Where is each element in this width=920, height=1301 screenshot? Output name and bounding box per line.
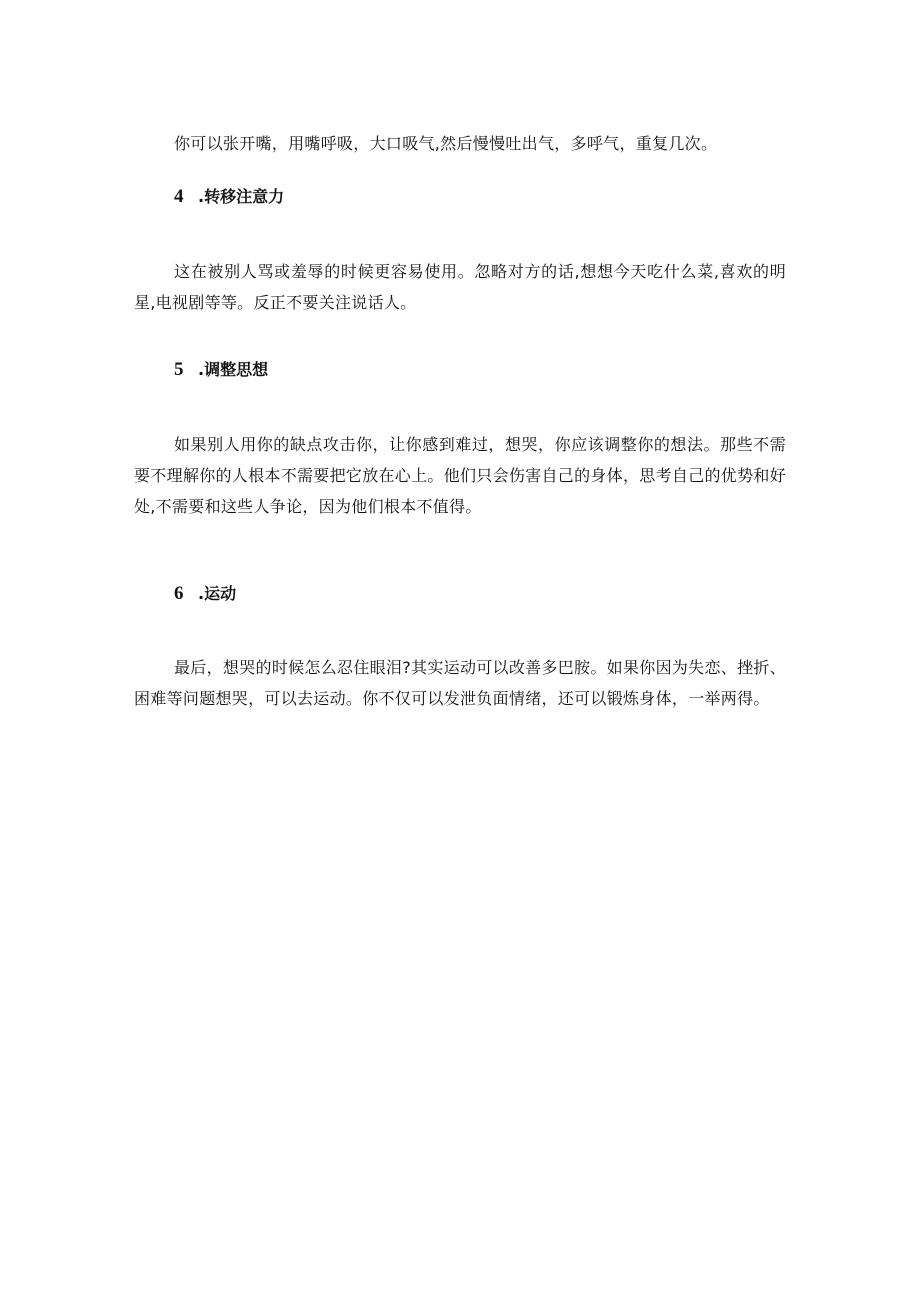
section-number: 6 — [174, 583, 184, 604]
section-number: 4 — [174, 186, 184, 207]
paragraph-distraction: 这在被别人骂或羞辱的时候更容易使用。忽略对方的话,想想今天吃什么菜,喜欢的明星,电视剧等等。反正不要关注说话人。 — [134, 262, 786, 312]
section-heading-4 — [174, 186, 284, 208]
section-title: .调整思想 — [198, 360, 269, 379]
paragraph-exercise: 最后，想哭的时候怎么忍住眼泪?其实运动可以改善多巴胺。如果你因为失恋、挫折、困难等问题想哭，可以去运动。你不仅可以发泄负面情绪，还可以锻炼身体，一举两得。 — [134, 658, 786, 708]
section-heading-6 — [174, 583, 236, 605]
paragraph-adjust-thinking: 如果别人用你的缺点攻击你，让你感到难过，想哭，你应该调整你的想法。那些不需要不理解你的人根本不需要把它放在心上。他们只会伤害自己的身体，思考自己的优势和好处,不需要和这些人争论，因为他们根本不值得。 — [134, 435, 787, 516]
paragraph-breathing: 你可以张开嘴，用嘴呼吸，大口吸气,然后慢慢吐出气，多呼气，重复几次。 — [174, 134, 718, 153]
section-title: .运动 — [198, 584, 237, 603]
section-heading-5 — [174, 359, 268, 381]
section-title: .转移注意力 — [198, 187, 285, 206]
section-number: 5 — [174, 359, 184, 380]
